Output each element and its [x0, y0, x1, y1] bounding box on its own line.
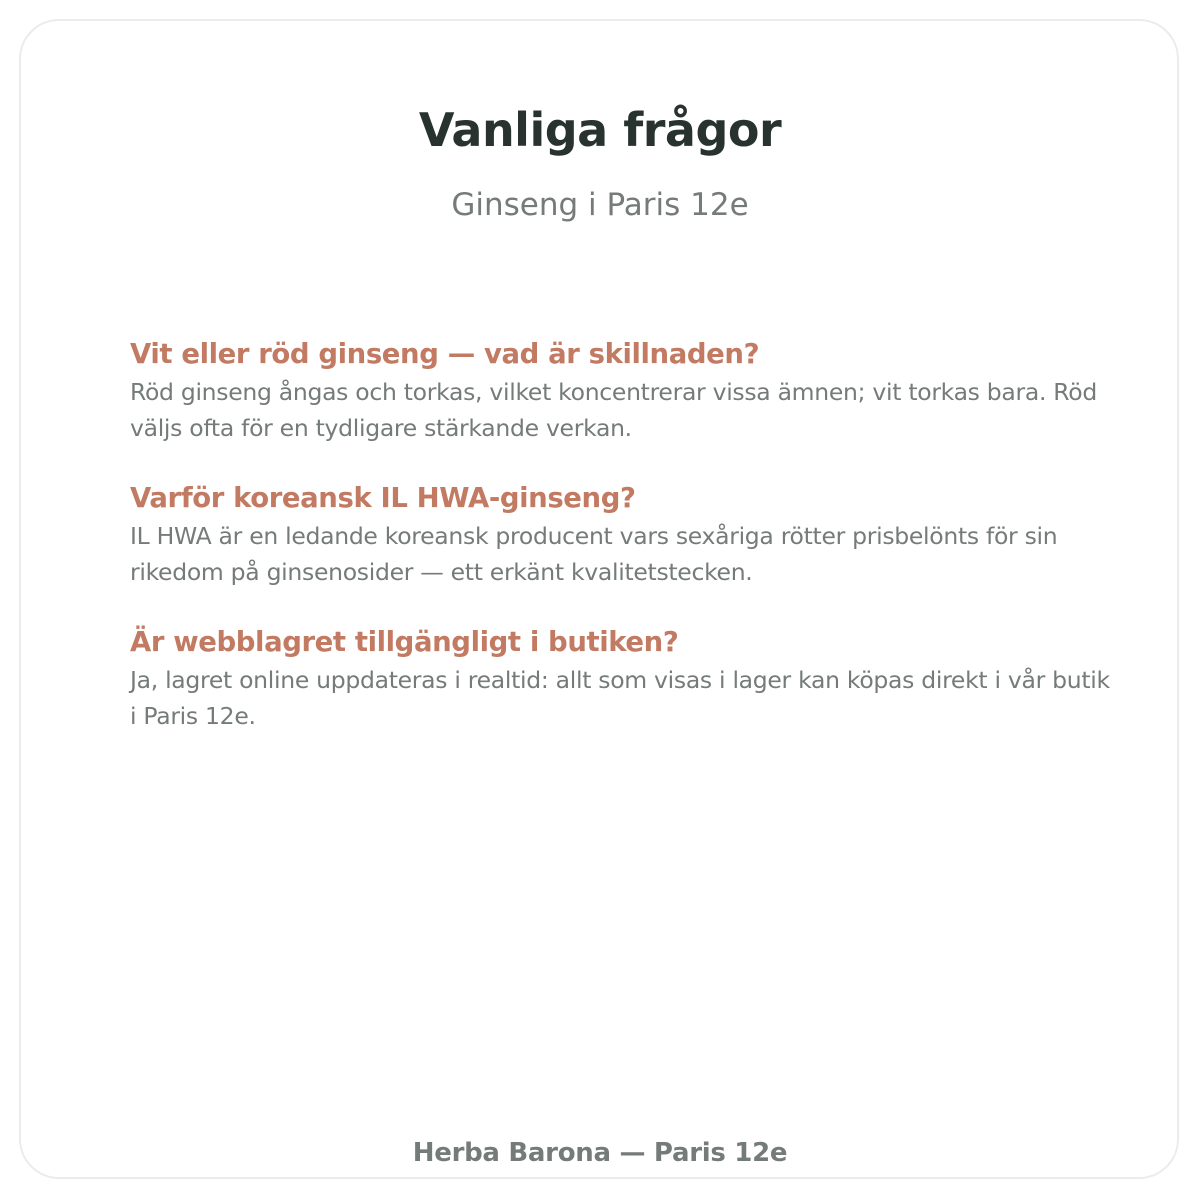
faq-answer: Ja, lagret online uppdateras i realtid: allt som visas i lager kan köpas direkt i vår butik i Paris 12e. — [130, 666, 1110, 730]
faq-list — [130, 334, 1120, 766]
footer-brand: Herba Barona — Paris 12e — [412, 1138, 788, 1168]
faq-item — [130, 334, 1120, 446]
faq-answer: IL HWA är en ledande koreansk producent vars sexåriga rötter prisbelönts för sin rikedom på ginsenosider — ett erkänt kvalitetstecken. — [130, 522, 1058, 586]
page-subtitle: Ginseng i Paris 12e — [451, 187, 749, 223]
faq-question: Varför koreansk IL HWA-ginseng? — [130, 482, 636, 514]
faq-answer: Röd ginseng ångas och torkas, vilket koncentrerar vissa ämnen; vit torkas bara. Röd väljs ofta för en tydligare stärkande verkan. — [130, 378, 1097, 442]
page-title: Vanliga frågor — [418, 103, 782, 157]
faq-item — [130, 622, 1120, 734]
faq-question: Vit eller röd ginseng — vad är skillnaden? — [130, 338, 760, 370]
faq-item — [130, 478, 1120, 590]
faq-question: Är webblagret tillgängligt i butiken? — [130, 626, 679, 658]
